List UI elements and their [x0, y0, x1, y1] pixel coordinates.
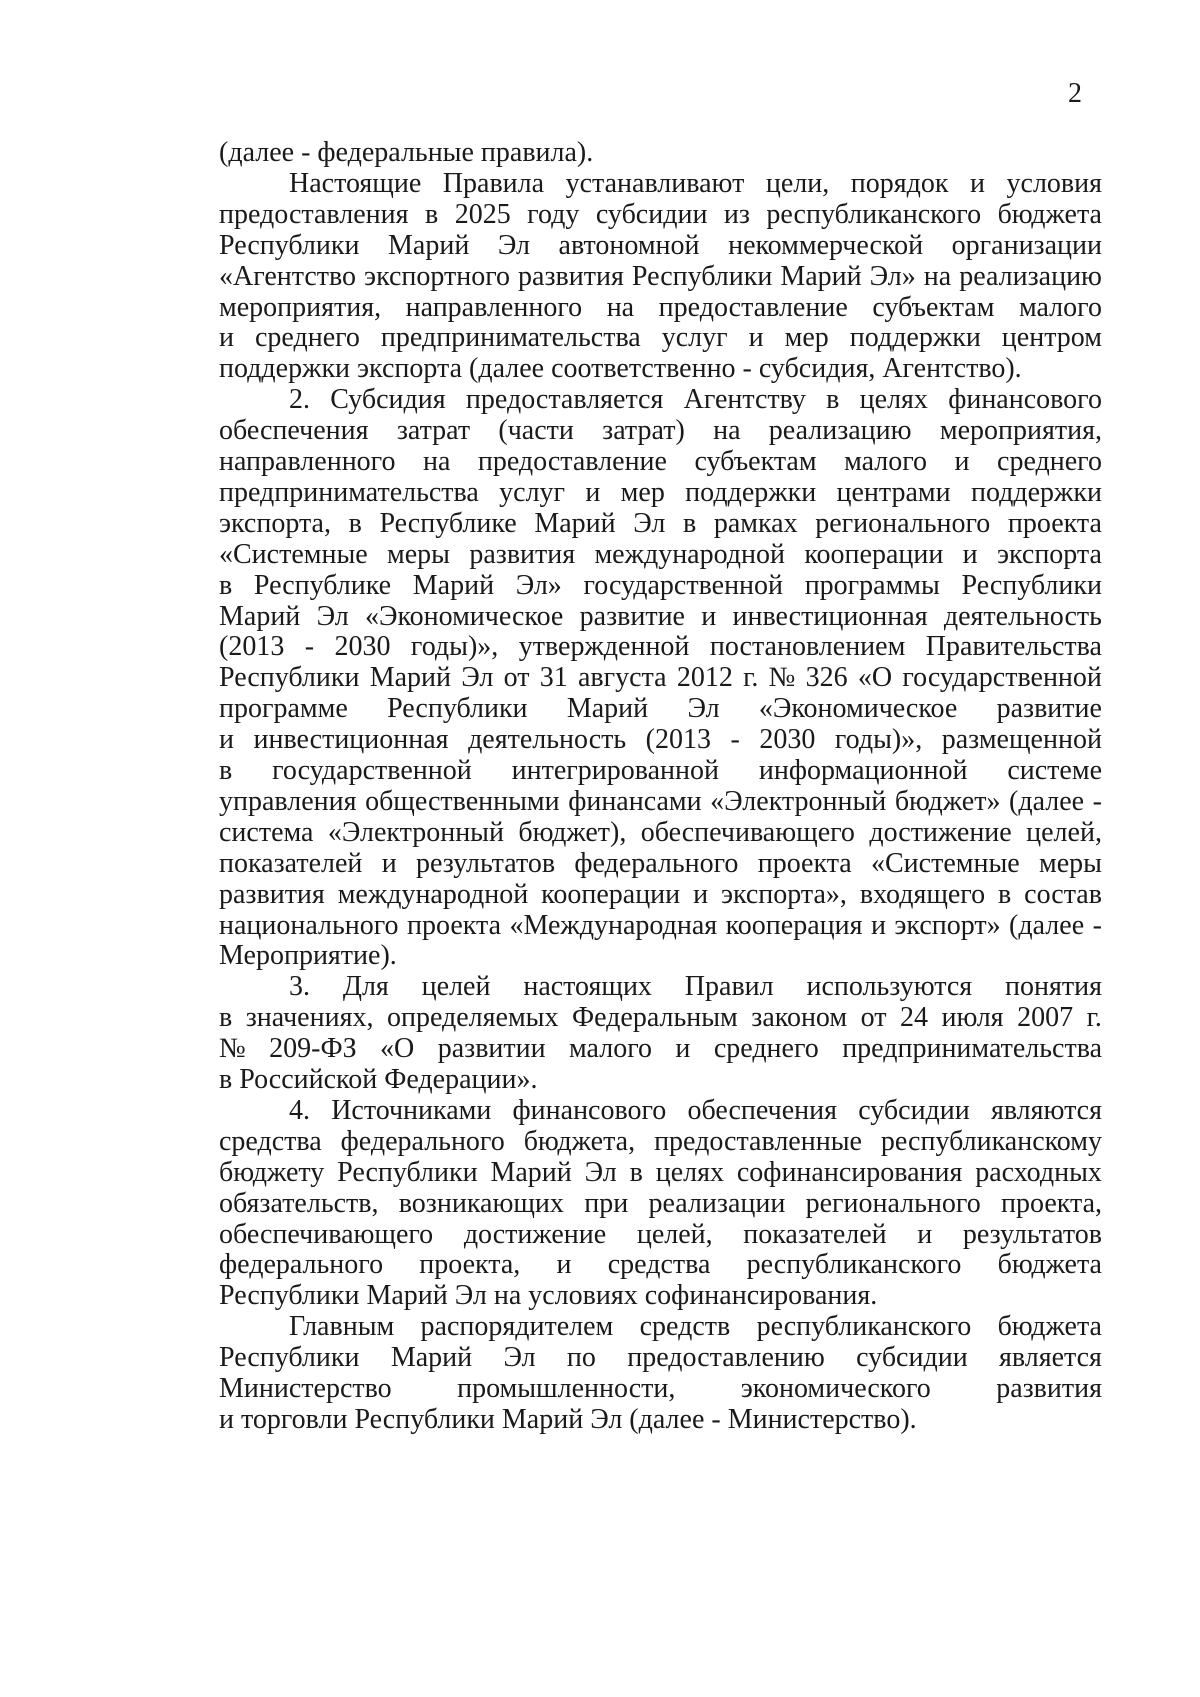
text-line: «Агентство экспортного развития Республики Марий Эл» на реализацию: [219, 260, 1102, 292]
text-line: № 209-ФЗ «О развитии малого и среднего предпринимательства: [219, 1033, 1102, 1065]
text-line: предпринимательства услуг и мер поддержки центрами поддержки: [219, 476, 1102, 508]
text-line: (далее - федеральные правила).: [219, 137, 594, 168]
text-line: предоставления в 2025 году субсидии из республиканского бюджета: [219, 198, 1102, 230]
text-line: управления общественными финансами «Электронный бюджет» (далее -: [219, 785, 1102, 817]
text-line: Марий Эл «Экономическое развитие и инвестиционная деятельность: [219, 600, 1102, 632]
text-line: и среднего предпринимательства услуг и мер поддержки центром: [219, 322, 1102, 354]
text-line: направленного на предоставление субъектам малого и среднего: [219, 446, 1102, 477]
text-line: в значениях, определяемых Федеральным законом от 24 июля 2007 г.: [219, 1002, 1102, 1034]
text-line: показателей и результатов федерального проекта «Системные меры: [219, 847, 1102, 879]
text-line: обеспечивающего достижение целей, показателей и результатов: [219, 1218, 1102, 1250]
text-line: бюджету Республики Марий Эл в целях софинансирования расходных: [219, 1156, 1102, 1188]
text-line: Мероприятие).: [219, 940, 397, 972]
text-line: поддержки экспорта (далее соответственно - субсидия, Агентство).: [219, 353, 1022, 385]
text-line: «Системные меры развития международной кооперации и экспорта: [219, 538, 1102, 570]
text-line: федерального проекта, и средства республиканского бюджета: [219, 1249, 1102, 1281]
text-line: 4. Источниками финансового обеспечения субсидии являются: [289, 1094, 1102, 1126]
text-line: и инвестиционная деятельность (2013 - 2030 годы)», размещенной: [219, 724, 1102, 756]
text-line: Министерство промышленности, экономического развития: [219, 1373, 1102, 1404]
text-line: Республики Марий Эл на условиях софинансирования.: [219, 1280, 878, 1312]
text-line: в государственной интегрированной информационной системе: [219, 755, 1102, 786]
text-line: обеспечения затрат (части затрат) на реализацию мероприятия,: [219, 415, 1102, 447]
text-line: экспорта, в Республике Марий Эл в рамках регионального проекта: [219, 507, 1102, 539]
page-number: 2: [1068, 78, 1082, 109]
text-line: в Республике Марий Эл» государственной программы Республики: [219, 569, 1102, 601]
text-line: система «Электронный бюджет), обеспечивающего достижение целей,: [219, 816, 1102, 848]
text-line: Республики Марий Эл автономной некоммерческой организации: [219, 229, 1102, 261]
text-line: Настоящие Правила устанавливают цели, порядок и условия: [289, 167, 1102, 199]
text-line: 2. Субсидия предоставляется Агентству в целях финансового: [289, 384, 1102, 416]
text-line: Республики Марий Эл от 31 августа 2012 г. № 326 «О государственной: [219, 662, 1102, 694]
text-line: и торговли Республики Марий Эл (далее - Министерство).: [219, 1403, 917, 1435]
text-line: 3. Для целей настоящих Правил используются понятия: [289, 971, 1102, 1003]
text-line: (2013 - 2030 годы)», утвержденной постановлением Правительства: [219, 631, 1102, 663]
text-line: обязательств, возникающих при реализации регионального проекта,: [219, 1187, 1102, 1219]
text-line: средства федерального бюджета, предоставленные республиканскому: [219, 1125, 1102, 1157]
text-line: развития международной кооперации и экспорта», входящего в состав: [219, 878, 1102, 910]
text-line: Республики Марий Эл по предоставлению субсидии является: [219, 1342, 1102, 1374]
text-line: программе Республики Марий Эл «Экономическое развитие: [219, 693, 1102, 725]
text-line: мероприятия, направленного на предоставление субъектам малого: [219, 291, 1102, 323]
text-line: Главным распорядителем средств республиканского бюджета: [289, 1311, 1102, 1343]
text-line: национального проекта «Международная кооперация и экспорт» (далее -: [219, 909, 1102, 941]
text-line: в Российской Федерации».: [219, 1064, 538, 1095]
